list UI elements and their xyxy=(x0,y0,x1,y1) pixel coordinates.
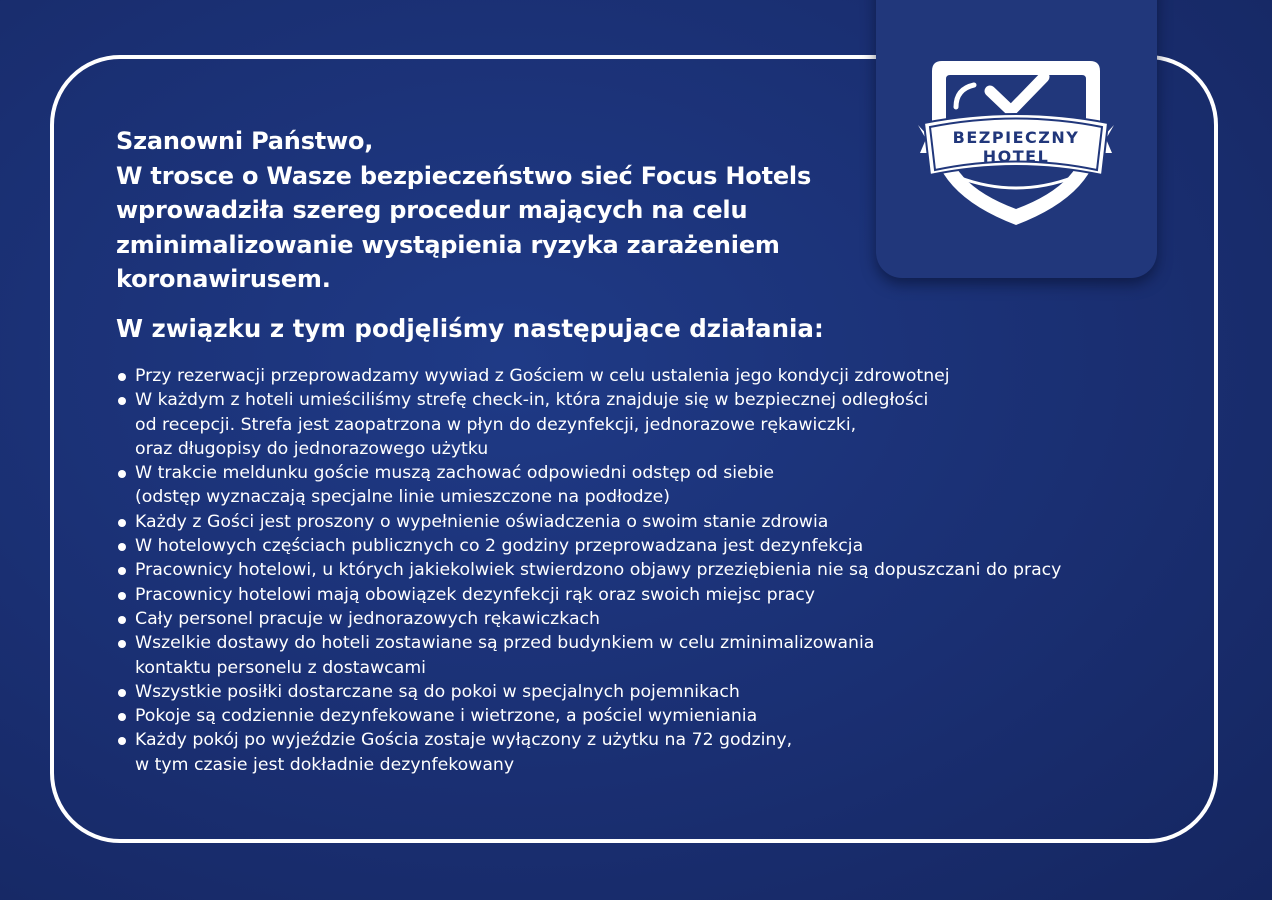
list-item-text: Każdy z Gości jest proszony o wypełnienie oświadczenia o swoim stanie zdrowia xyxy=(135,511,829,532)
badge-line-1: BEZPIECZNY xyxy=(952,128,1080,147)
list-item-text: Pracownicy hotelowi mają obowiązek dezynfekcji rąk oraz swoich miejsc pracy xyxy=(135,584,816,605)
list-item-text: od recepcji. Strefa jest zaopatrzona w płyn do dezynfekcji, jednorazowe rękawiczki, xyxy=(135,414,857,435)
list-item xyxy=(116,583,1116,607)
list-item-text: Pracownicy hotelowi, u których jakiekolwiek stwierdzono objawy przeziębienia nie są dopuszczani do pracy xyxy=(135,560,1062,581)
list-item-text: Wszystkie posiłki dostarczane są do pokoi w specjalnych pojemnikach xyxy=(135,681,740,702)
list-item-text: W hotelowych częściach publicznych co 2 godziny przeprowadzana jest dezynfekcja xyxy=(135,536,864,557)
measures-heading: W związku z tym podjęliśmy następujące działania: xyxy=(116,314,824,343)
list-item-text: w tym czasie jest dokładnie dezynfekowany xyxy=(135,754,515,775)
list-item xyxy=(116,680,1116,704)
list-item xyxy=(116,607,1116,631)
list-item xyxy=(116,388,1116,461)
list-item xyxy=(116,461,1116,510)
safe-hotel-badge xyxy=(876,0,1157,278)
intro-line: koronawirusem. xyxy=(116,265,331,293)
intro-line: Szanowni Państwo, xyxy=(116,127,374,155)
intro-line: zminimalizowanie wystąpienia ryzyka zarażeniem xyxy=(116,230,780,259)
intro-line: wprowadziła szereg procedur mających na celu xyxy=(116,196,748,224)
measures-list xyxy=(116,364,1116,777)
list-item xyxy=(116,534,1116,558)
list-item xyxy=(116,728,1116,777)
list-item-text: Pokoje są codziennie dezynfekowane i wietrzone, a pościel wymieniania xyxy=(135,706,758,727)
list-item xyxy=(116,631,1116,680)
list-item-text: Wszelkie dostawy do hoteli zostawiane są przed budynkiem w celu zminimalizowania xyxy=(135,633,875,654)
badge-line-2: HOTEL xyxy=(982,147,1050,166)
list-item-text: W każdym z hoteli umieściliśmy strefę check-in, która znajduje się w bezpiecznej odległości xyxy=(135,390,929,411)
list-item-text: (odstęp wyznaczają specjalne linie umieszczone na podłodze) xyxy=(135,487,671,508)
list-item-text: oraz długopisy do jednorazowego użytku xyxy=(135,438,489,459)
list-item-text: kontaktu personelu z dostawcami xyxy=(135,657,426,678)
shield-check-icon xyxy=(916,55,1116,235)
list-item xyxy=(116,364,1116,388)
list-item-text: Cały personel pracuje w jednorazowych rękawiczkach xyxy=(135,608,600,629)
intro-paragraph xyxy=(116,124,856,297)
list-item xyxy=(116,704,1116,728)
intro-line: W trosce o Wasze bezpieczeństwo sieć Focus Hotels xyxy=(116,161,812,190)
list-item-text: Przy rezerwacji przeprowadzamy wywiad z Gościem w celu ustalenia jego kondycji zdrowotnej xyxy=(135,366,950,386)
list-item xyxy=(116,558,1116,582)
list-item xyxy=(116,510,1116,534)
list-item-text: Każdy pokój po wyjeździe Gościa zostaje wyłączony z użytku na 72 godziny, xyxy=(135,730,793,751)
list-item-text: W trakcie meldunku goście muszą zachować odpowiedni odstęp od siebie xyxy=(135,463,775,484)
